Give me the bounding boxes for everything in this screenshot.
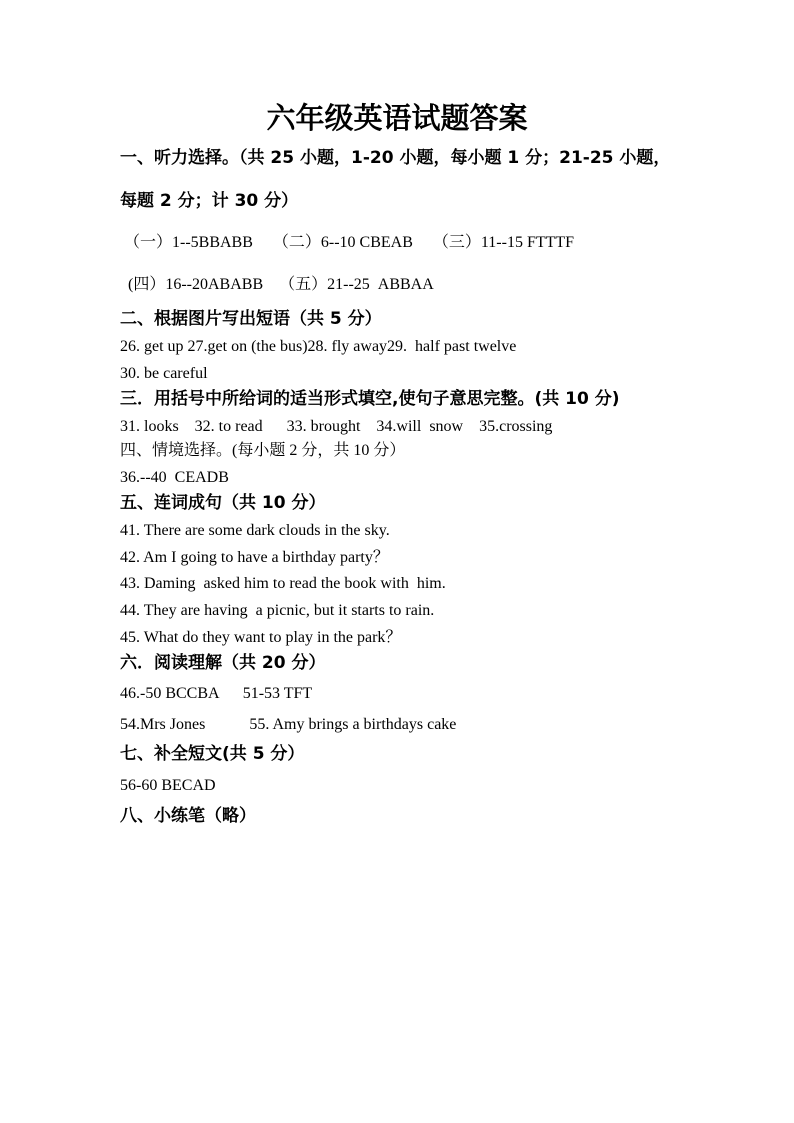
section7-heading: 七、补全短文(共 5 分） [120,744,305,764]
section4-answers: 36.--40 CEADB [120,469,229,486]
section1-answers-a: （一）1--5BBABB （二）6--10 CBEAB （三）11--15 FTTTF [124,234,575,251]
section5-item: 42. Am I going to have a birthday party？ [120,549,389,566]
section5-item: 44. They are having a picnic, but it starts to rain. [120,602,435,619]
section5-item: 41. There are some dark clouds in the sky. [120,522,390,539]
section2-answers-line1: 26. get up 27.get on (the bus)28. fly away29. half past twelve [120,338,517,355]
section3-answers: 31. looks 32. to read 33. brought 34.will snow 35.crossing [120,418,553,435]
section6-answers-line1: 46.-50 BCCBA 51-53 TFT [120,685,313,702]
section1-heading-line1: 一、听力选择。（共 25 小题，1-20 小题，每小题 1 分；21-25 小题， [120,148,671,168]
section2-answers-line2: 30. be careful [120,365,208,382]
section6-answers-line2: 54.Mrs Jones 55. Amy brings a birthdays cake [120,716,457,733]
section2-heading: 二、根据图片写出短语（共 5 分） [120,309,382,329]
section3-heading: 三．用括号中所给词的适当形式填空,使句子意思完整。(共 10 分) [120,389,620,409]
section1-answers-b: (四）16--20ABABB （五）21--25 ABBAA [128,276,434,293]
section4-heading: 四、情境选择。(每小题 2 分，共 10 分） [120,442,406,459]
section7-answers: 56-60 BECAD [120,777,216,794]
section1-heading-line2: 每题 2 分；计 30 分） [120,191,299,211]
section5-heading: 五、连词成句（共 10 分） [120,493,326,513]
section5-item: 43. Daming asked him to read the book with him. [120,575,446,592]
section8-heading: 八、小练笔（略） [120,806,256,826]
section6-heading: 六．阅读理解（共 20 分） [120,653,326,673]
section5-item: 45. What do they want to play in the park？ [120,629,402,646]
page-title: 六年级英语试题答案 [266,101,528,135]
